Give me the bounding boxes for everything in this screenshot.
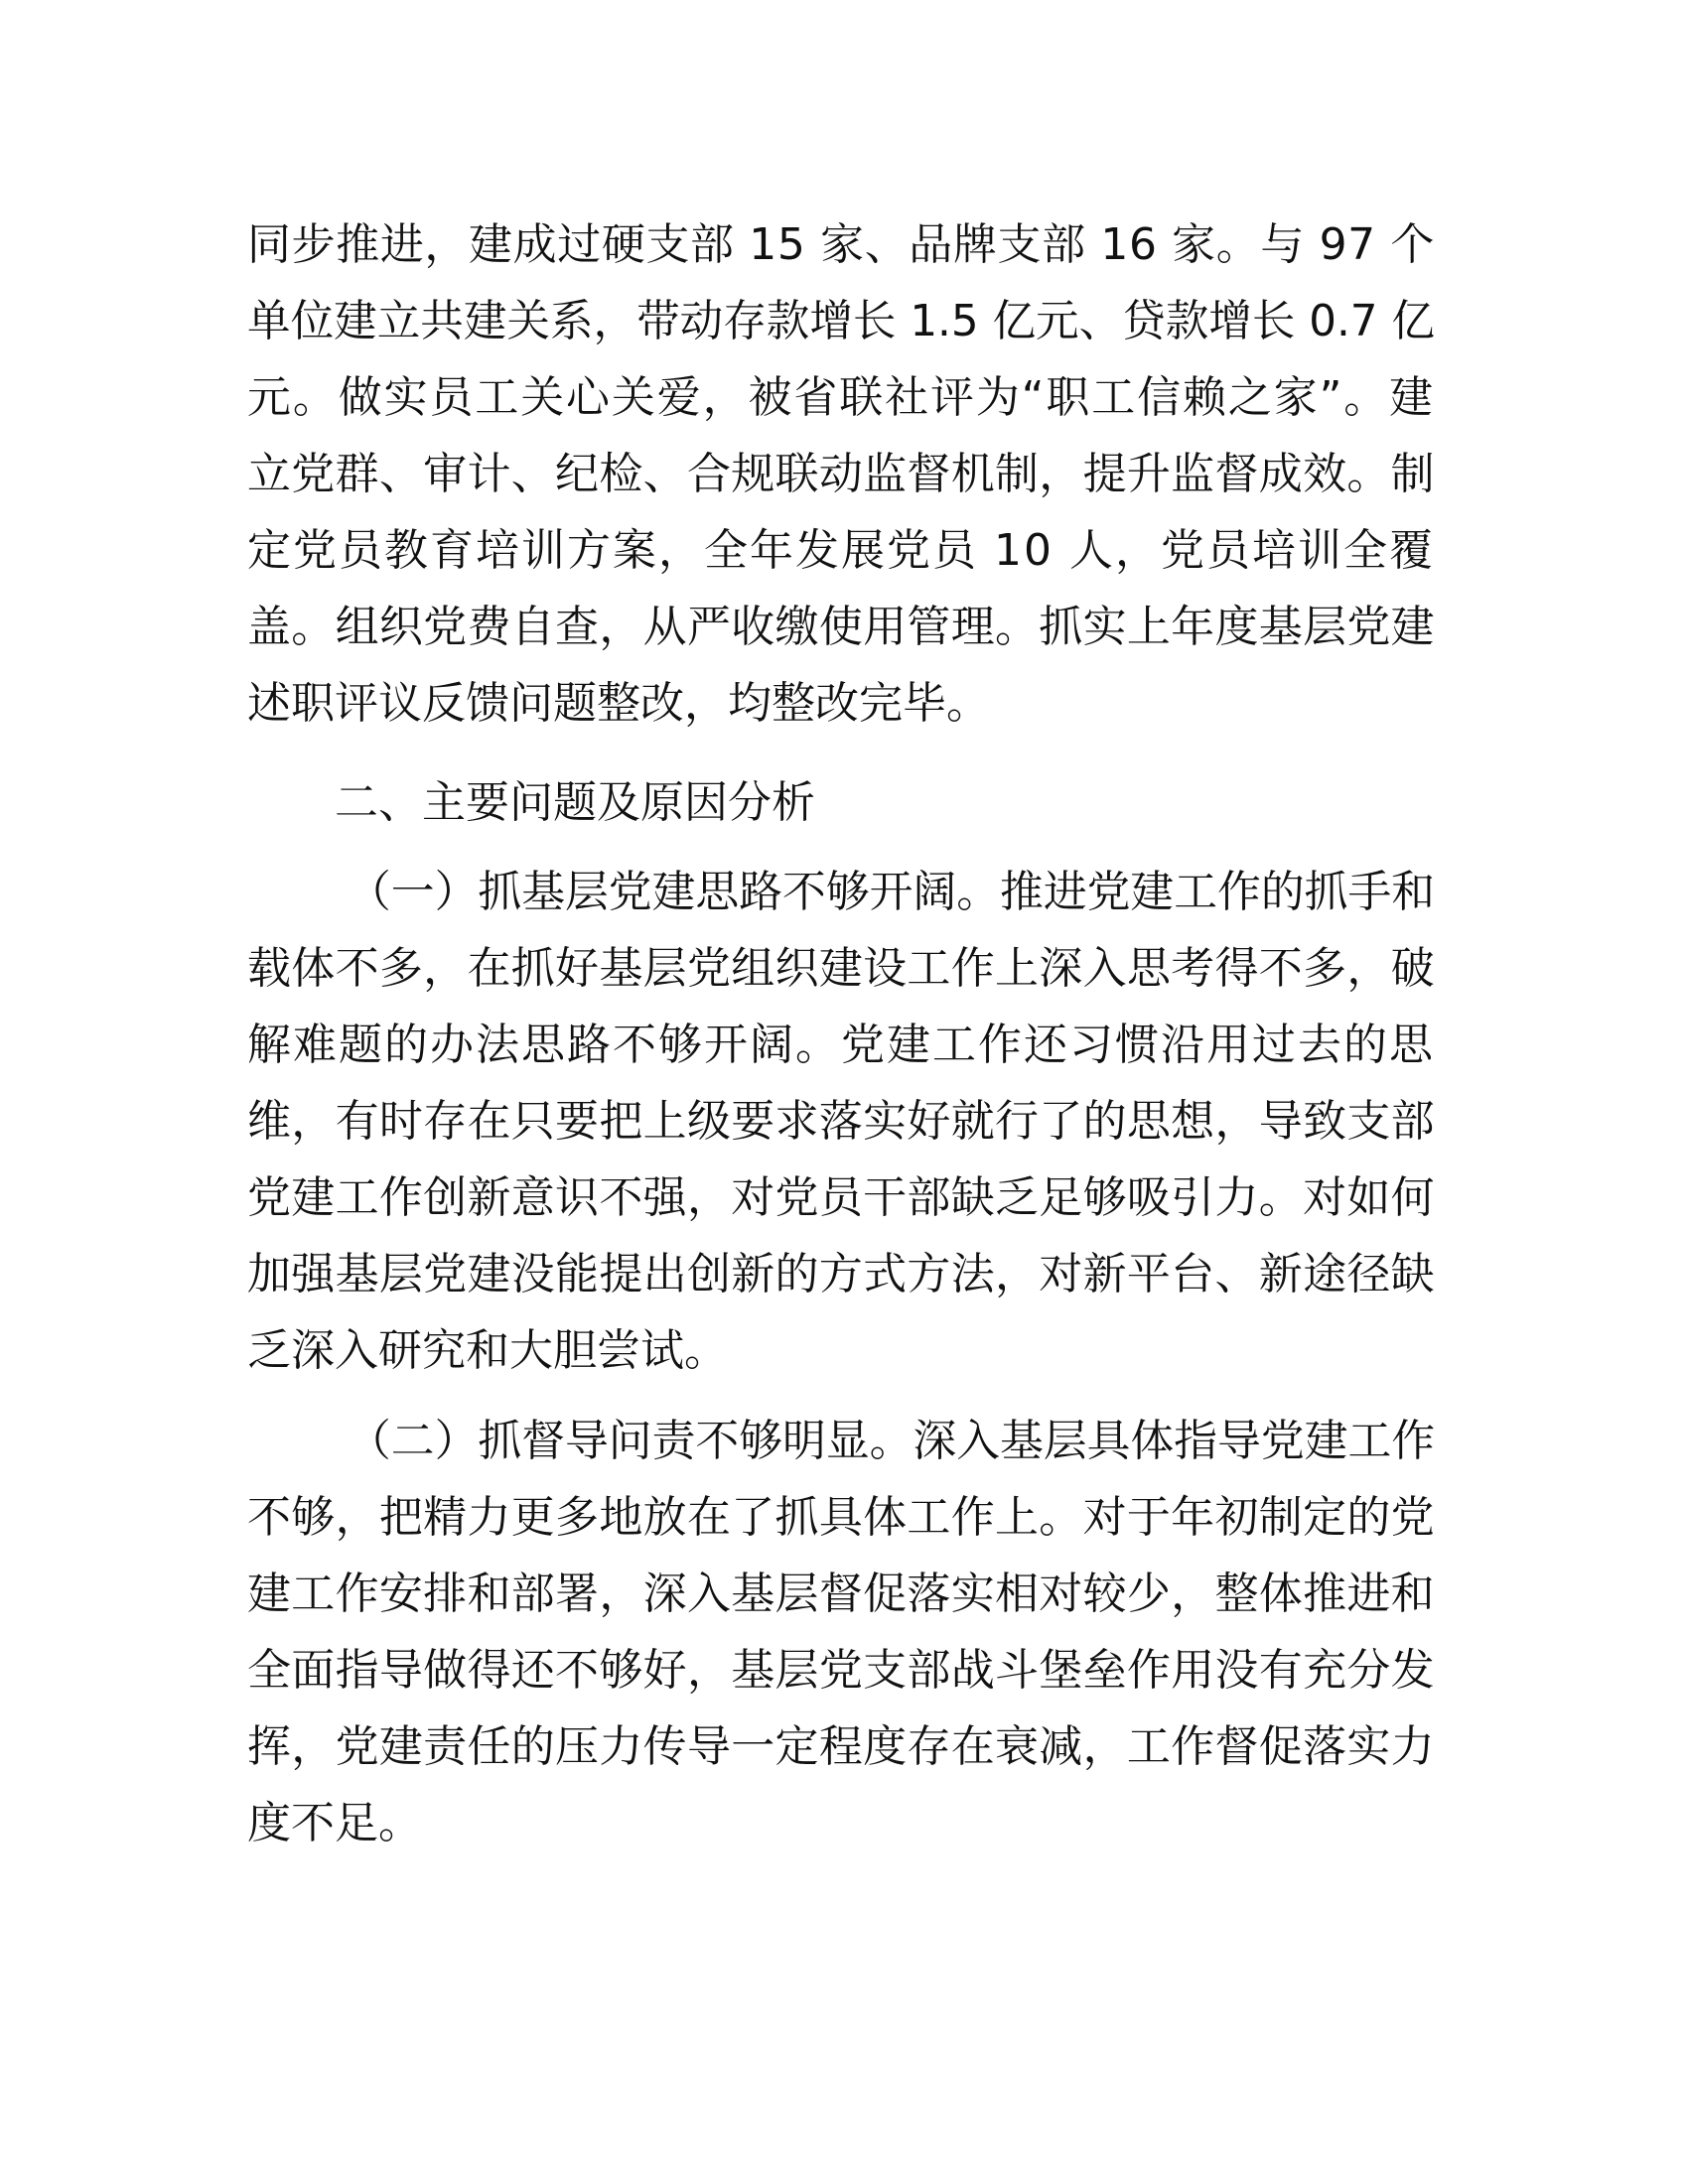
paragraph-2-line-1: （二）抓督导问责不够明显。深入基层具体指导党建工作	[348, 1416, 1436, 1466]
continuation-paragraph	[247, 206, 1435, 742]
paragraph-2	[247, 1403, 1435, 1861]
continuation-line-6: 盖。组织党费自查，从严收缴使用管理。抓实上年度基层党建	[247, 602, 1435, 652]
paragraph-1-line-5: 党建工作创新意识不强，对党员干部缺乏足够吸引力。对如何	[247, 1172, 1435, 1223]
continuation-line-5: 定党员教育培训方案，全年发展党员 10 人，党员培训全覆	[247, 525, 1436, 576]
continuation-line-3: 元。做实员工关心关爱，被省联社评为“职工信赖之家”。建	[247, 372, 1436, 423]
paragraph-2-line-6: 度不足。	[247, 1798, 422, 1848]
continuation-line-7: 述职评议反馈问题整改，均整改完毕。	[247, 678, 990, 729]
paragraph-1-line-2: 载体不多，在抓好基层党组织建设工作上深入思考得不多，破	[247, 943, 1435, 994]
section-heading-block	[247, 764, 1435, 841]
paragraph-2-line-4: 全面指导做得还不够好，基层党支部战斗堡垒作用没有充分发	[247, 1645, 1435, 1696]
paragraph-2-line-3: 建工作安排和部署，深入基层督促落实相对较少，整体推进和	[247, 1569, 1435, 1619]
paragraph-1-line-3: 解难题的办法思路不够开阔。党建工作还习惯沿用过去的思	[247, 1020, 1436, 1070]
paragraph-1-line-7: 乏深入研究和大胆尝试。	[247, 1325, 728, 1376]
paragraph-1-line-1: （一）抓基层党建思路不够开阔。推进党建工作的抓手和	[348, 867, 1436, 917]
paragraph-2-line-2: 不够，把精力更多地放在了抓具体工作上。对于年初制定的党	[247, 1492, 1435, 1543]
continuation-line-4: 立党群、审计、纪检、合规联动监督机制，提升监督成效。制	[247, 449, 1435, 499]
section-heading: 二、主要问题及原因分析	[335, 777, 815, 828]
paragraph-1	[247, 854, 1435, 1389]
continuation-line-1: 同步推进，建成过硬支部 15 家、品牌支部 16 家。与 97 个	[247, 219, 1436, 270]
continuation-line-2: 单位建立共建关系，带动存款增长 1.5 亿元、贷款增长 0.7 亿	[247, 296, 1435, 346]
paragraph-2-line-5: 挥，党建责任的压力传导一定程度存在衰减，工作督促落实力	[247, 1721, 1435, 1772]
paragraph-1-line-6: 加强基层党建没能提出创新的方式方法，对新平台、新途径缺	[247, 1249, 1435, 1299]
paragraph-1-line-4: 维，有时存在只要把上级要求落实好就行了的思想，导致支部	[247, 1096, 1435, 1147]
